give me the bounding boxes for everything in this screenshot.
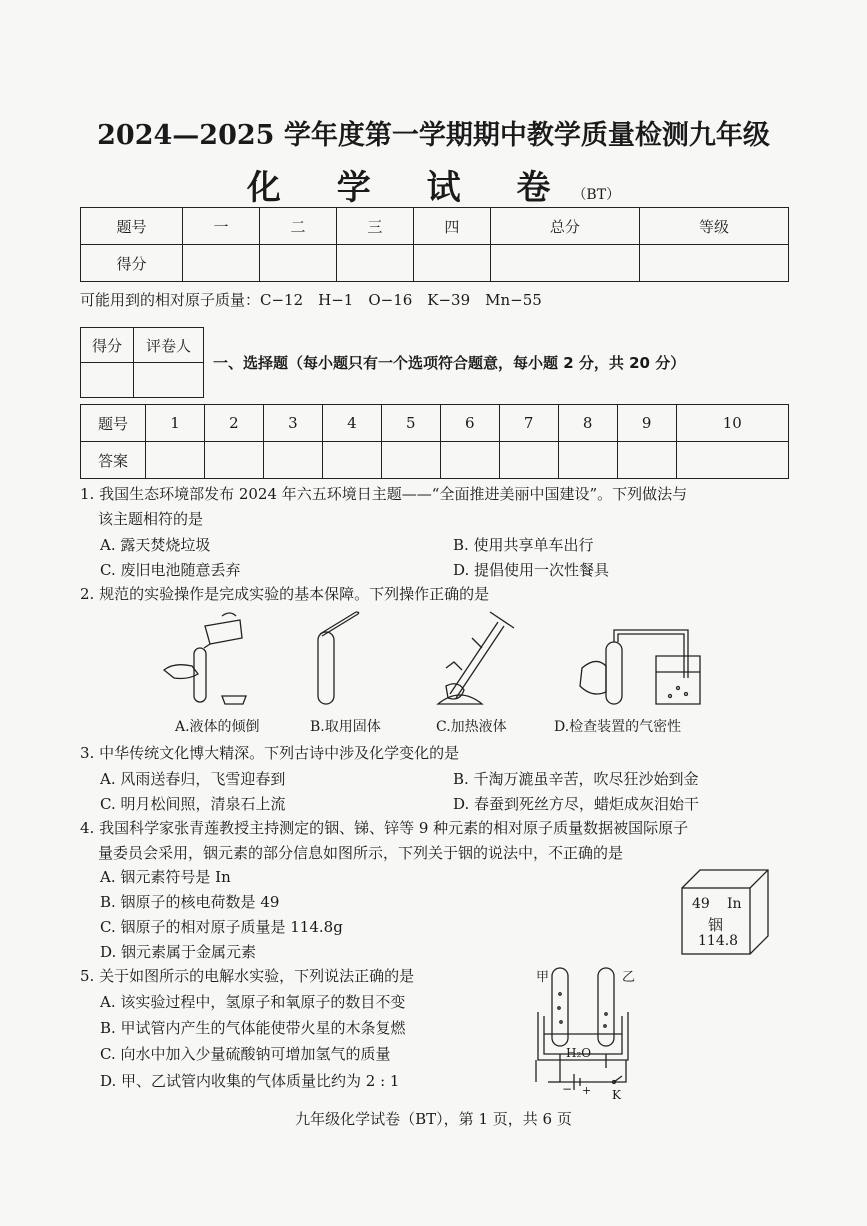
switch-label: K [612, 1088, 621, 1102]
score-table-head: 二 [259, 208, 336, 245]
answer-number: 4 [322, 405, 381, 442]
answer-cell[interactable] [617, 442, 676, 479]
q2-stem: 2. 规范的实验操作是完成实验的基本保障。下列操作正确的是 [80, 585, 490, 603]
q2-illustrations [150, 608, 730, 714]
answer-number: 5 [381, 405, 440, 442]
score-table-head: 四 [413, 208, 490, 245]
q1-option-a: A. 露天焚烧垃圾 [100, 536, 211, 554]
subtitle-tag: （BT） [572, 187, 621, 203]
answer-number: 2 [204, 405, 263, 442]
q5-option-d: D. 甲、乙试管内收集的气体质量比约为 2 : 1 [100, 1072, 400, 1090]
q1-option-c: C. 废旧电池随意丢弃 [100, 561, 241, 579]
answer-cell[interactable] [204, 442, 263, 479]
q5-option-a: A. 该实验过程中，氢原子和氧原子的数目不变 [100, 993, 406, 1011]
heating-liquid-figure [438, 612, 514, 704]
q5-stem: 5. 关于如图所示的电解水实验，下列说法正确的是 [80, 967, 415, 985]
answer-table-head: 题号 [81, 405, 146, 442]
subtitle-text: 化 学 试 卷 [246, 168, 573, 208]
q3-option-c: C. 明月松间照，清泉石上流 [100, 795, 286, 813]
water-label: H₂O [566, 1046, 592, 1060]
answer-number: 6 [440, 405, 499, 442]
q3-option-d: D. 春蚕到死丝方尽，蜡炬成灰泪始干 [453, 795, 700, 813]
q4-option-d: D. 铟元素属于金属元素 [100, 943, 257, 961]
score-table [80, 207, 789, 282]
answer-cell[interactable] [499, 442, 558, 479]
q1-stem-line1: 1. 我国生态环境部发布 2024 年六五环境日主题——“全面推进美丽中国建设”。下列做法与 [80, 485, 688, 503]
answer-number: 3 [263, 405, 322, 442]
answer-number: 7 [499, 405, 558, 442]
grader-box [80, 327, 204, 398]
tube-label-yi: 乙 [622, 970, 636, 985]
score-table-head: 总分 [490, 208, 639, 245]
q2-caption-c: C.加热液体 [436, 719, 507, 735]
section-1-heading: 一、选择题（每小题只有一个选项符合题意，每小题 2 分，共 20 分） [213, 354, 686, 372]
score-cell[interactable] [336, 245, 413, 282]
score-cell[interactable] [183, 245, 260, 282]
q2-caption-d: D.检查装置的气密性 [554, 719, 682, 735]
answer-table [80, 404, 789, 479]
air-tightness-figure [580, 630, 700, 704]
score-table-head: 题号 [81, 208, 183, 245]
pouring-liquid-figure [164, 613, 246, 704]
answer-number: 9 [617, 405, 676, 442]
q2-caption-a: A.液体的倾倒 [175, 719, 260, 735]
q1-option-b: B. 使用共享单车出行 [453, 536, 594, 554]
q4-option-c: C. 铟原子的相对原子质量是 114.8g [100, 918, 343, 936]
q4-option-b: B. 铟原子的核电荷数是 49 [100, 893, 280, 911]
q5-option-c: C. 向水中加入少量硫酸钠可增加氢气的质量 [100, 1045, 391, 1063]
q1-option-d: D. 提倡使用一次性餐具 [453, 561, 610, 579]
taking-solid-figure [318, 612, 359, 704]
grader-score-cell[interactable] [81, 363, 134, 398]
exam-title: 2024—2025 学年度第一学期期中教学质量检测九年级 [97, 120, 770, 151]
electrode-minus-label: − [562, 1082, 573, 1096]
q2-caption-b: B.取用固体 [310, 719, 381, 735]
answer-cell[interactable] [676, 442, 788, 479]
q4-stem-line2: 量委员会采用，铟元素的部分信息如图所示，下列关于铟的说法中，不正确的是 [98, 844, 624, 862]
answer-cell[interactable] [146, 442, 205, 479]
element-symbol: In [727, 896, 742, 912]
grader-score-label: 得分 [81, 328, 134, 363]
answer-cell[interactable] [381, 442, 440, 479]
element-mass: 114.8 [698, 933, 739, 949]
q3-stem: 3. 中华传统文化博大精深。下列古诗中涉及化学变化的是 [80, 744, 460, 762]
score-table-head: 一 [183, 208, 260, 245]
score-table-head: 等级 [639, 208, 788, 245]
answer-row-label: 答案 [81, 442, 146, 479]
q4-stem-line1: 4. 我国科学家张青莲教授主持测定的铟、锑、锌等 9 种元素的相对原子质量数据被国际原子 [80, 819, 689, 837]
answer-number: 1 [146, 405, 205, 442]
page-footer: 九年级化学试卷（BT），第 1 页，共 6 页 [295, 1110, 572, 1128]
answer-cell[interactable] [558, 442, 617, 479]
answer-cell[interactable] [322, 442, 381, 479]
q3-option-a: A. 风雨送春归，飞雪迎春到 [100, 770, 286, 788]
q4-option-a: A. 铟元素符号是 In [100, 868, 231, 886]
answer-number: 10 [676, 405, 788, 442]
score-table-head: 三 [336, 208, 413, 245]
q1-stem-line2: 该主题相符的是 [98, 510, 204, 528]
score-row-label: 得分 [81, 245, 183, 282]
answer-cell[interactable] [263, 442, 322, 479]
electrode-plus-label: + [582, 1084, 592, 1097]
element-atomic-number: 49 [692, 896, 710, 912]
q5-option-b: B. 甲试管内产生的气体能使带火星的木条复燃 [100, 1019, 406, 1037]
score-cell[interactable] [259, 245, 336, 282]
atomic-mass-note: 可能用到的相对原子质量：C−12 H−1 O−16 K−39 Mn−55 [80, 291, 542, 309]
score-cell[interactable] [490, 245, 639, 282]
answer-cell[interactable] [440, 442, 499, 479]
element-name: 铟 [708, 916, 724, 934]
q3-option-b: B. 千淘万漉虽辛苦，吹尽狂沙始到金 [453, 770, 699, 788]
score-cell[interactable] [639, 245, 788, 282]
tube-label-jia: 甲 [536, 970, 550, 985]
score-cell[interactable] [413, 245, 490, 282]
grader-label: 评卷人 [134, 328, 204, 363]
grader-name-cell[interactable] [134, 363, 204, 398]
exam-subtitle [0, 160, 867, 209]
answer-number: 8 [558, 405, 617, 442]
